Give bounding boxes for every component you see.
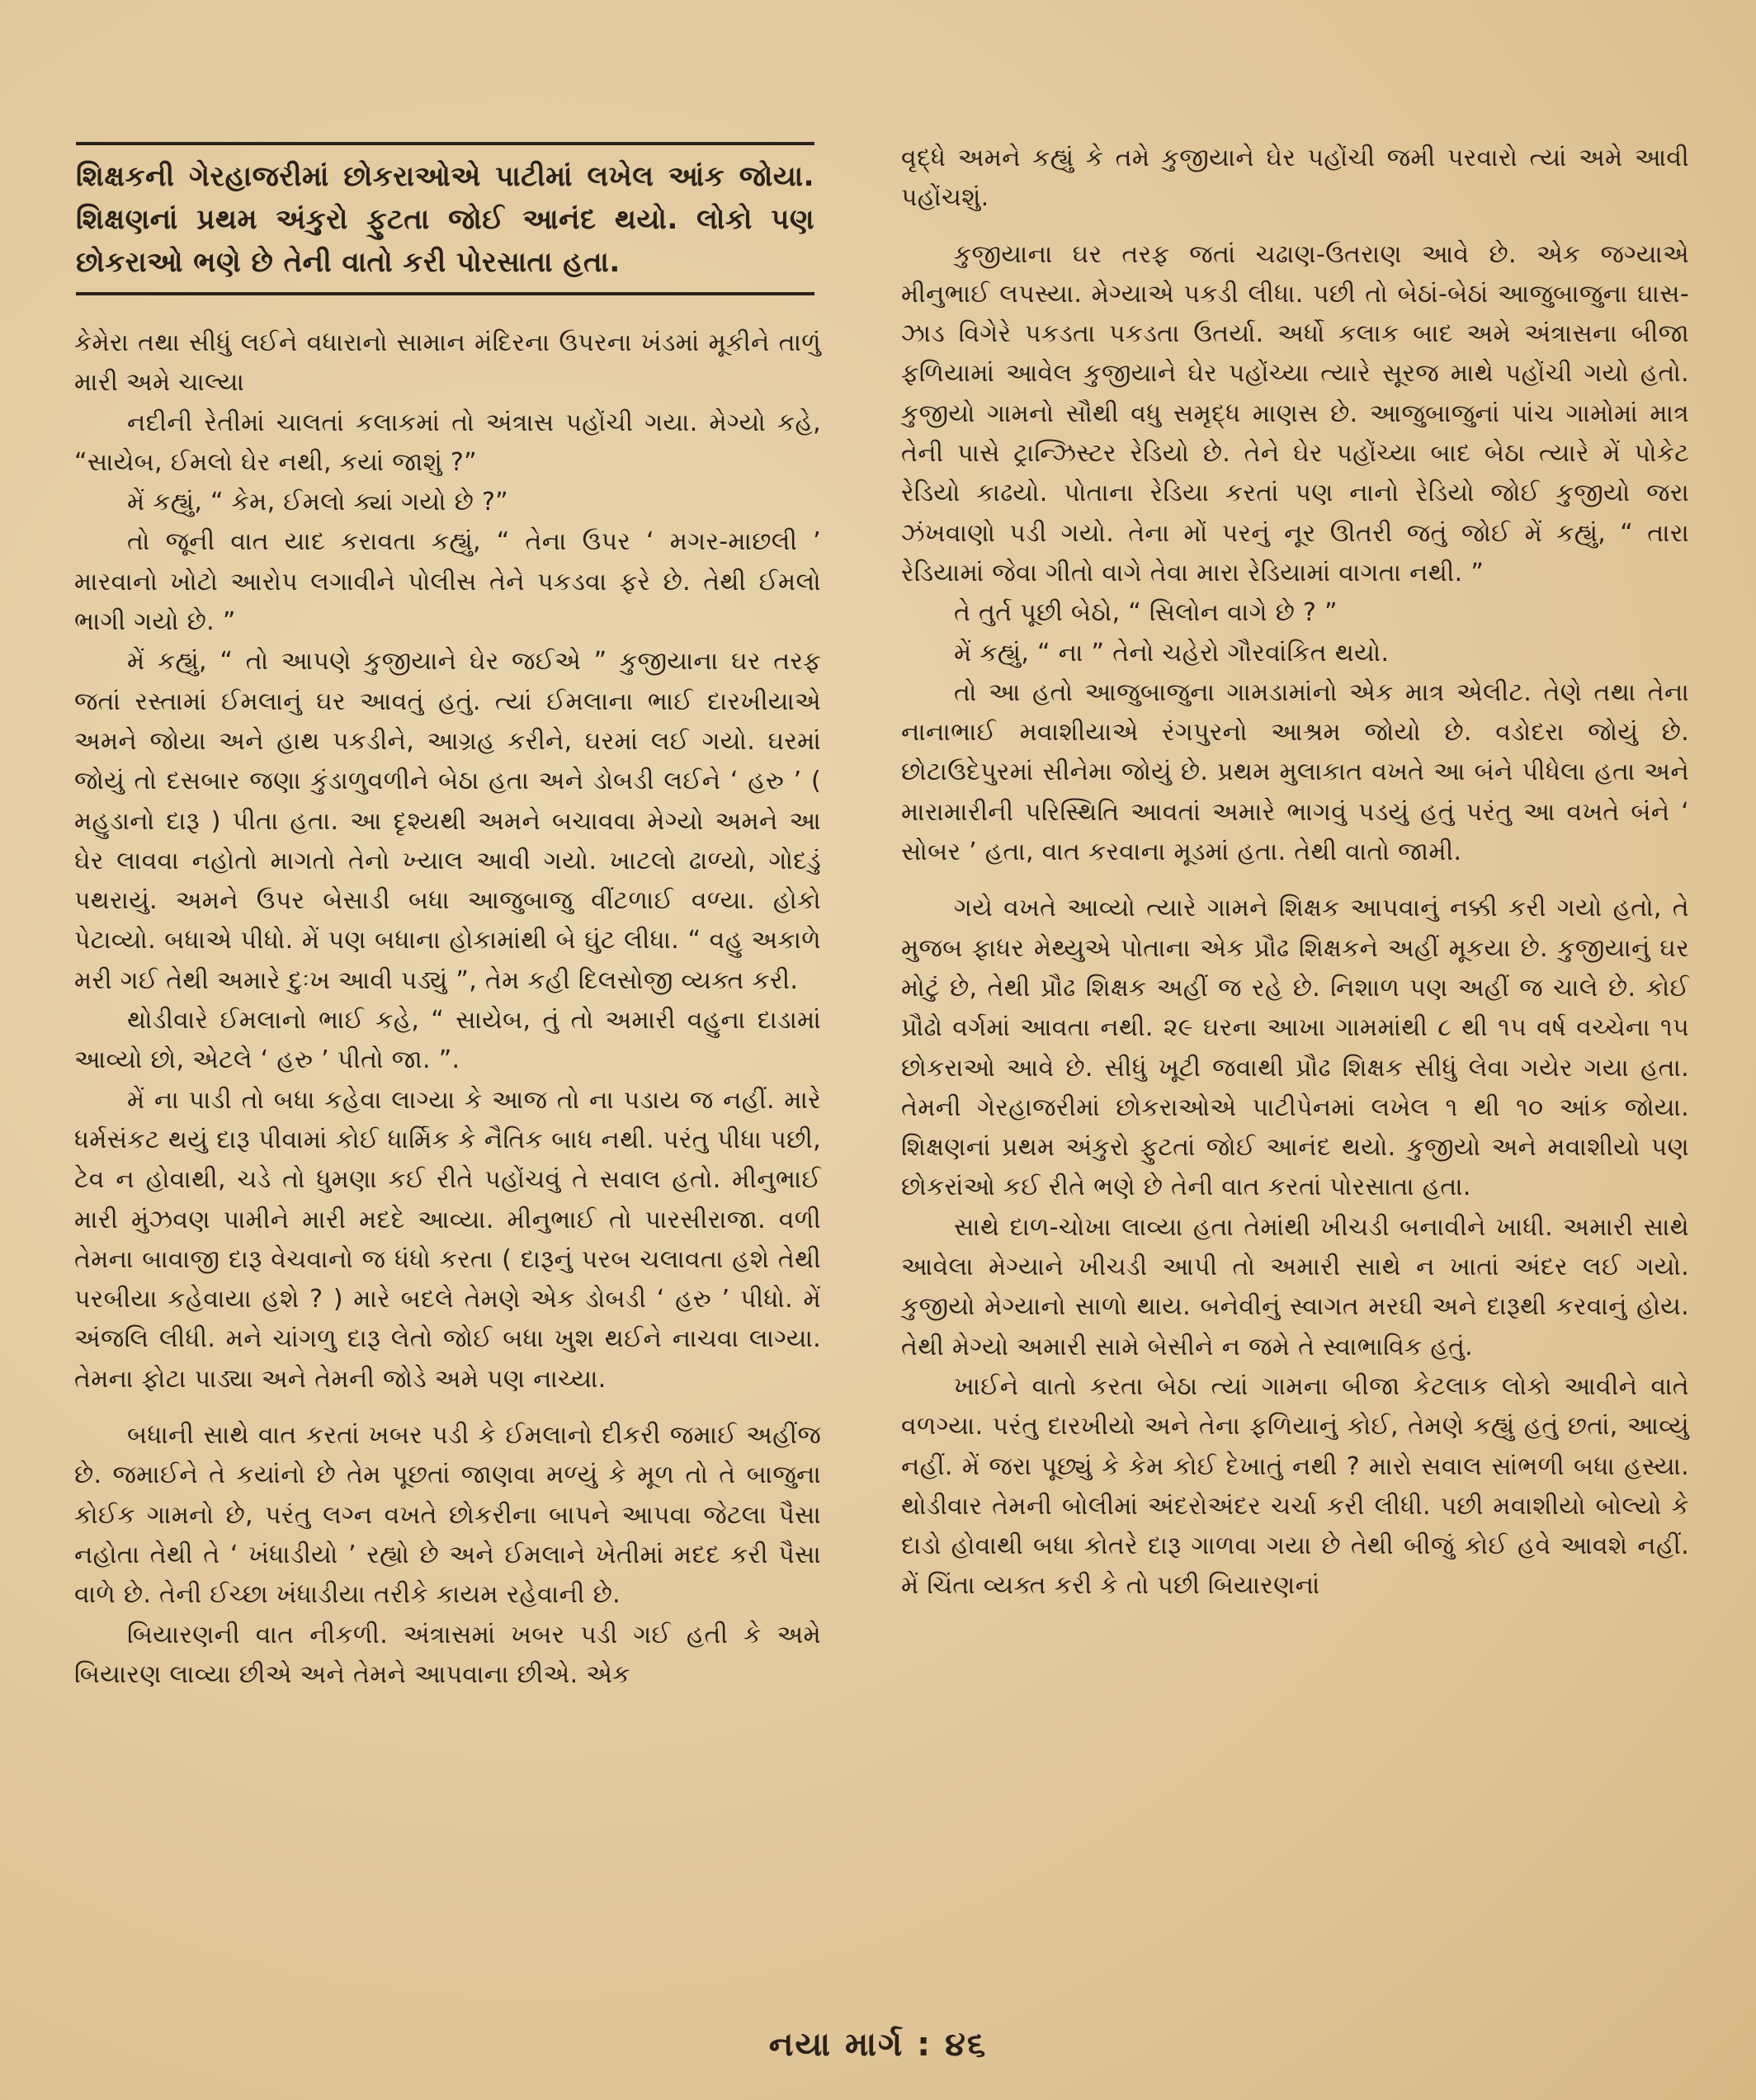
paragraph: તો આ હતો આજુબાજુના ગામડામાંનો એક માત્ર એલીટ. તેણે તથા તેના નાનાભાઈ મવાશીયાએ રંગપુરનો આશ્રમ જોયો છે. વડોદરા જોયું છે. છોટાઉદેપુરમાં સીનેમા જોયું છે. પ્રથમ મુલાકાત વખતે આ બંને પીધેલા હતા અને મારામારીની પરિસ્થિતિ આવતાં અમારે ભાગવું પડયું હતું પરંતુ આ વખતે બંને ‘ સોબર ’ હતા, વાત કરવાના મૂડમાં હતા. તેથી વાતો જામી. — [901, 677, 1689, 867]
paragraph: કેમેરા તથા સીધું લઈને વધારાનો સામાન મંદિરના ઉપરના ખંડમાં મૂકીને તાળું મારી અમે ચાલ્યા — [74, 328, 821, 398]
paragraph: મેં કહ્યું, “ ના ” તેનો ચહેરો ગૌરવાંકિત થયો. — [954, 638, 1390, 668]
page-footer: નયા માર્ગ : ૪૬ — [768, 2026, 988, 2064]
paragraph: મેં કહ્યું, “ તો આપણે કુજીયાને ઘેર જઈએ ” કુજીયાના ઘર તરફ જતાં રસ્તામાં ઈમલાનું ઘર આવતું હતું. ત્યાં ઈમલાના ભાઈ દારખીયાએ અમને જોયા અને હાથ પકડીને, આગ્રહ કરીને, ઘરમાં લઈ ગયો. ઘરમાં જોયું તો દસબાર જણા કુંડાળુવળીને બેઠા હતા અને ડોબડી લઈને ‘ હરુ ’ ( મહુડાનો દારૂ ) પીતા હતા. આ દૃશ્યથી અમને બચાવવા મેગ્યો અમને આ ઘેર લાવવા નહોતો માગતો તેનો ખ્યાલ આવી ગયો. ખાટલો ઢાળ્યો, ગોદડું પથરાયું. અમને ઉપર બેસાડી બધા આજુબાજુ વીંટળાઈ વળ્યા. હોકો પેટાવ્યો. બધાએ પીધો. મેં પણ બધાના હોકામાંથી બે ઘુંટ લીધા. “ વહુ અકાળે મરી ગઈ તેથી અમારે દુઃખ આવી પડ્યું ”, તેમ કહી દિલસોજી વ્યક્ત કરી. — [74, 647, 821, 995]
paragraph: મેં ના પાડી તો બધા કહેવા લાગ્યા કે આજ તો ના પડાય જ નહીં. મારે ધર્મસંકટ થયું દારૂ પીવામાં કોઈ ધાર્મિક કે નૈતિક બાધ નથી. પરંતુ પીધા પછી, ટેવ ન હોવાથી, ચડે તો ધુમણા કઈ રીતે પહોંચવું તે સવાલ હતો. મીનુભાઈ મારી મુંઝવણ પામીને મારી મદદે આવ્યા. મીનુભાઈ તો પારસીરાજા. વળી તેમના બાવાજી દારૂ વેચવાનો જ ધંધો કરતા ( દારૂનું પરબ ચલાવતા હશે તેથી પરબીયા કહેવાયા હશે ? ) મારે બદલે તેમણે એક ડોબડી ‘ હરુ ’ પીધો. મેં અંજલિ લીધી. મને ચાંગળુ દારૂ લેતો જોઈ બધા ખુશ થઈને નાચવા લાગ્યા. તેમના ફોટા પાડ્યા અને તેમની જોડે અમે પણ નાચ્યા. — [74, 1085, 821, 1394]
paragraph: ગયે વખતે આવ્યો ત્યારે ગામને શિક્ષક આપવાનું નક્કી કરી ગયો હતો, તે મુજબ ફાધર મેથ્યુએ પોતાના એક પ્રૌઢ શિક્ષકને અહીં મૂકયા છે. કુજીયાનું ઘર મોટું છે, તેથી પ્રૌઢ શિક્ષક અહીં જ રહે છે. નિશાળ પણ અહીં જ ચાલે છે. કોઈ પ્રૌઢો વર્ગમાં આવતા નથી. ૨૯ ઘરના આખા ગામમાંથી ૮ થી ૧૫ વર્ષ વચ્ચેના ૧૫ છોકરાઓ આવે છે. સીધું ખૂટી જવાથી પ્રૌઢ શિક્ષક સીધું લેવા ગયેર ગયા હતા. તેમની ગેરહાજરીમાં છોકરાઓએ પાટીપેનમાં લખેલ ૧ થી ૧૦ આંક જોયા. શિક્ષણનાં પ્રથમ અંકુરો ફુટતાં જોઈ આનંદ થયો. કુજીયો અને મવાશીયો પણ છોકરાંઓ કઈ રીતે ભણે છે તેની વાત કરતાં પોરસાતા હતા. — [901, 894, 1689, 1202]
paragraph: નદીની રેતીમાં ચાલતાં કલાકમાં તો અંત્રાસ પહોંચી ગયા. મેગ્યો કહે, “સાયેબ, ઈમલો ઘેર નથી, કયાં જાશું ?” — [74, 408, 821, 477]
right-column-body — [901, 139, 1689, 1607]
paragraph: કુજીયાના ઘર તરફ જતાં ચઢાણ-ઉતરાણ આવે છે. એક જગ્યાએ મીનુભાઈ લપસ્યા. મેગ્યાએ પકડી લીધા. પછી તો બેઠાં-બેઠાં આજુબાજુના ઘાસ-ઝાડ વિગેરે પકડતા પકડતા ઉતર્યા. અર્ધો કલાક બાદ અમે અંત્રાસના બીજા ફળિયામાં આવેલ કુજીયાને ઘેર પહોંચ્યા ત્યારે સૂરજ માથે પહોંચી ગયો હતો. કુજીયો ગામનો સૌથી વધુ સમૃદ્ધ માણસ છે. આજુબાજુનાં પાંચ ગામોમાં માત્ર તેની પાસે ટ્રાન્ઝિસ્ટર રેડિયો છે. તેને ઘેર પહોંચ્યા બાદ બેઠા ત્યારે મેં પોકેટ રેડિયો કાઢયો. પોતાના રેડિયા કરતાં પણ નાનો રેડિયો જોઈ કુજીયો જરા ઝંખવાણો પડી ગયો. તેના મોં પરનું નૂર ઊતરી જતું જોઈ મેં કહ્યું, “ તારા રેડિયામાં જેવા ગીતો વાગે તેવા મારા રેડિયામાં વાગતા નથી. ” — [901, 239, 1689, 588]
paragraph: બધાની સાથે વાત કરતાં ખબર પડી કે ઈમલાનો દીકરી જમાઈ અહીંજ છે. જમાઈને તે કયાંનો છે તેમ પૂછતાં જાણવા મળ્યું કે મૂળ તો તે બાજુના કોઈક ગામનો છે, પરંતુ લગ્ન વખતે છોકરીના બાપને આપવા જેટલા પૈસા નહોતા તેથી તે ‘ ખંધાડીયો ’ રહ્યો છે અને ઈમલાને ખેતીમાં મદદ કરી પૈસા વાળે છે. તેની ઈચ્છા ખંધાડીયા તરીકે કાયમ રહેવાની છે. — [74, 1421, 821, 1610]
paragraph: વૃદ્ધે અમને કહ્યું કે તમે કુજીયાને ઘેર પહોંચી જમી પરવારો ત્યાં અમે આવી પહોંચશું. — [901, 144, 1689, 213]
pull-quote-box — [76, 142, 814, 295]
pull-quote-text: શિક્ષકની ગેરહાજરીમાં છોકરાઓએ પાટીમાં લખેલ આંક જોયા. શિક્ષણનાં પ્રથમ અંકુરો ફુટતા જોઈ આનંદ થયો. લોકો પણ છોકરાઓ ભણે છે તેની વાતો કરી પોરસાતા હતા. — [76, 160, 814, 279]
left-column-body — [74, 323, 821, 1695]
paragraph: થોડીવારે ઈમલાનો ભાઈ કહે, “ સાયેબ, તું તો અમારી વહુના દાડામાં આવ્યો છો, એટલે ‘ હરુ ’ પીતો જા. ”. — [74, 1006, 821, 1075]
paragraph: ખાઈને વાતો કરતા બેઠા ત્યાં ગામના બીજા કેટલાક લોકો આવીને વાતે વળગ્યા. પરંતુ દારખીયો અને તેના ફળિયાનું કોઈ, તેમણે કહ્યું હતું છતાં, આવ્યું નહીં. મેં જરા પૂછ્યું કે કેમ કોઈ દેખાતું નથી ? મારો સવાલ સાંભળી બધા હસ્યા. થોડીવાર તેમની બોલીમાં અંદરોઅંદર ચર્ચા કરી લીધી. પછી મવાશીયો બોલ્યો કે દાડો હોવાથી બધા કોતરે દારૂ ગાળવા ગયા છે તેથી બીજું કોઈ હવે આવશે નહીં. મેં ચિંતા વ્યક્ત કરી કે તો પછી બિયારણનાં — [901, 1371, 1689, 1601]
paragraph: તે તુર્ત પૂછી બેઠો, “ સિલોન વાગે છે ? ” — [954, 598, 1338, 628]
paragraph: બિયારણની વાત નીકળી. અંત્રાસમાં ખબર પડી ગઈ હતી કે અમે બિયારણ લાવ્યા છીએ અને તેમને આપવાના છીએ. એક — [74, 1620, 821, 1689]
paragraph: તો જૂની વાત યાદ કરાવતા કહ્યું, “ તેના ઉપર ‘ મગર-માછલી ’ મારવાનો ખોટો આરોપ લગાવીને પોલીસ તેને પકડવા ફરે છે. તેથી ઈમલો ભાગી ગયો છે. ” — [74, 527, 821, 637]
paragraph: સાથે દાળ-ચોખા લાવ્યા હતા તેમાંથી ખીચડી બનાવીને ખાધી. અમારી સાથે આવેલા મેગ્યાને ખીચડી આપી તો અમારી સાથે ન ખાતાં અંદર લઈ ગયો. કુજીયો મેગ્યાનો સાળો થાય. બનેવીનું સ્વાગત મરઘી અને દારૂથી કરવાનું હોય. તેથી મેગ્યો અમારી સામે બેસીને ન જમે તે સ્વાભાવિક હતું. — [901, 1212, 1689, 1361]
paragraph: મેં કહ્યું, “ કેમ, ઈમલો ક્યાં ગયો છે ?” — [127, 488, 509, 517]
